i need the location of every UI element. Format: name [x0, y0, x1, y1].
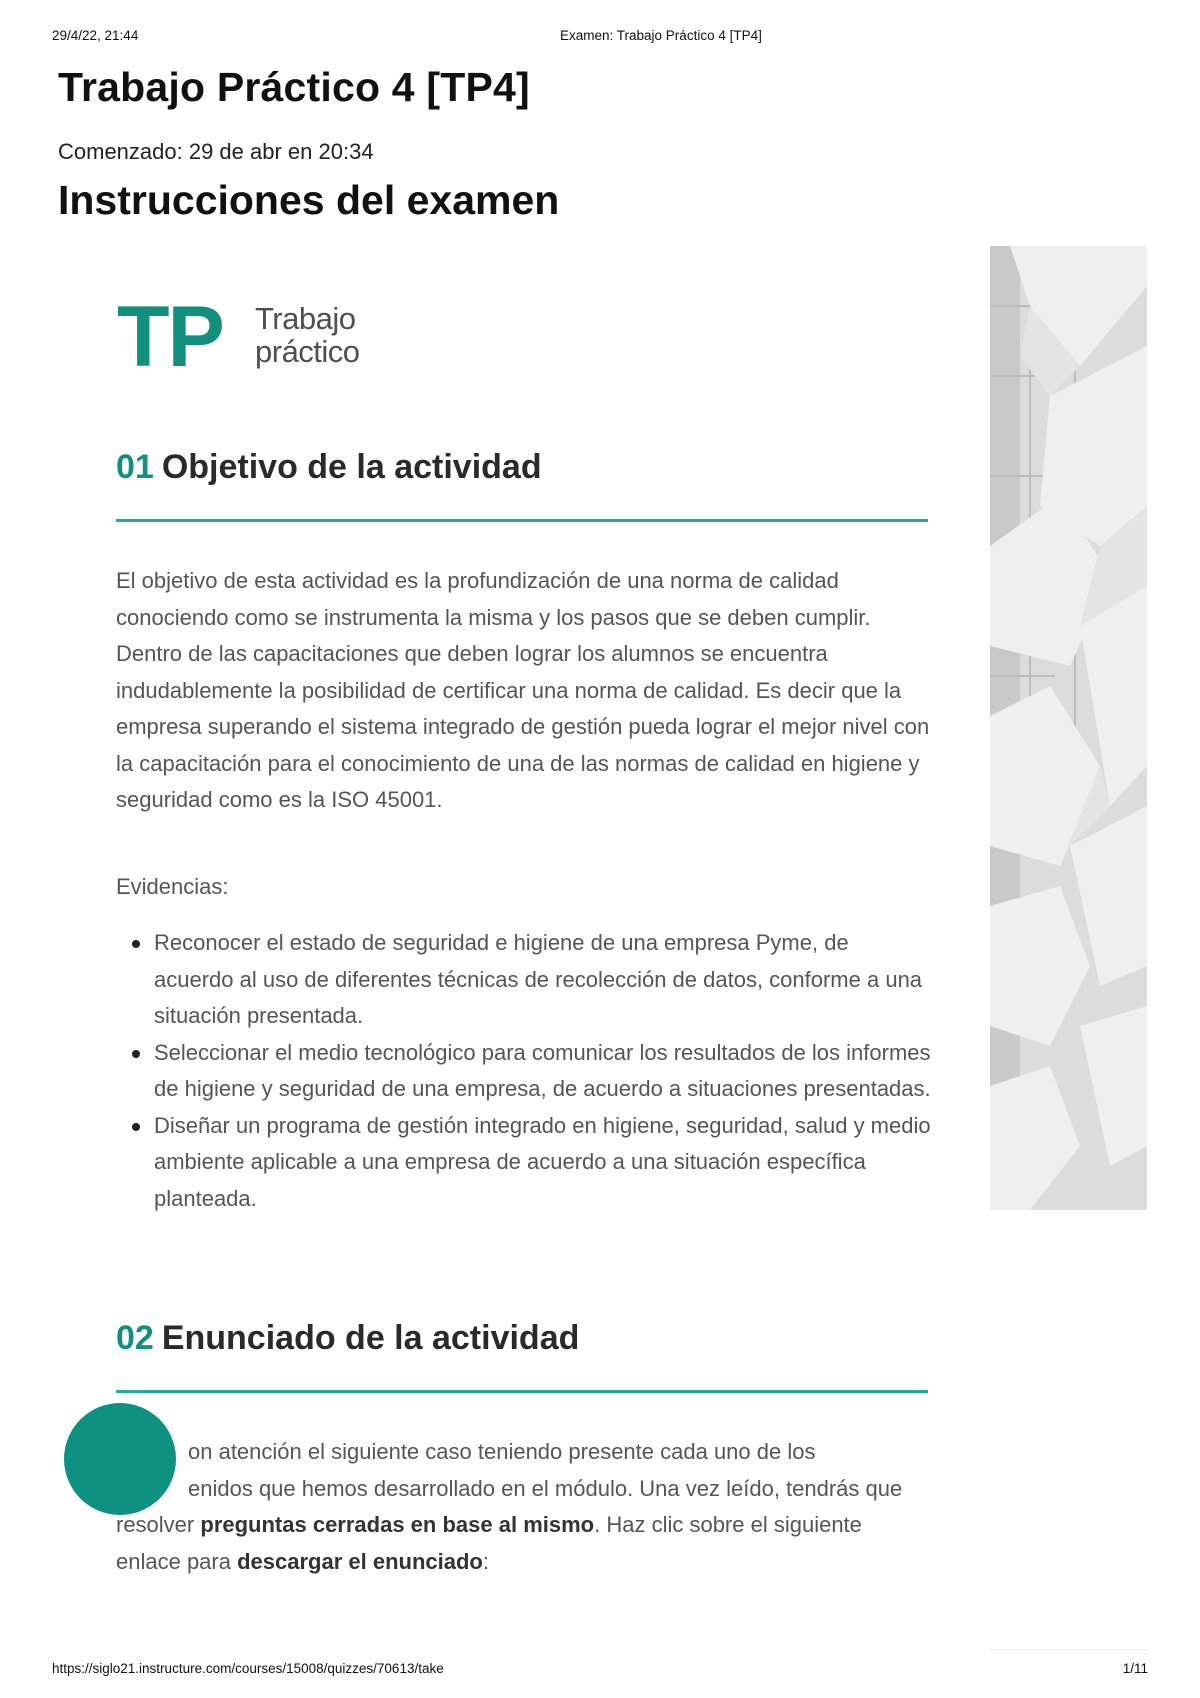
quiz-started-time: Comenzado: 29 de abr en 20:34 [58, 139, 374, 164]
statement-text-3: . Haz clic sobre el siguiente enlace para [116, 1512, 862, 1574]
section-02-heading [116, 1319, 579, 1358]
list-item: Reconocer el estado de seguridad e higiene de una empresa Pyme, de acuerdo al uso de diferentes técnicas de recolección de datos, conforme a una situación presentada. [154, 925, 932, 1035]
tp-logo-word-1: Trabajo [255, 301, 356, 336]
evidence-list [154, 925, 932, 1217]
statement-text-4: : [482, 1548, 489, 1574]
section-02-divider [116, 1390, 928, 1393]
list-item: Diseñar un programa de gestión integrado en higiene, seguridad, salud y medio ambiente aplicable a una empresa de acuerdo a una situación específica planteada. [154, 1108, 932, 1218]
list-item: Seleccionar el medio tecnológico para comunicar los resultados de los informes de higiene y seguridad de una empresa, de acuerdo a situaciones presentadas. [154, 1035, 932, 1108]
tp-logo-letters: TP [117, 289, 223, 385]
print-datetime: 29/4/22, 21:44 [52, 28, 139, 43]
section-02-number: 02 [116, 1319, 154, 1357]
instructions-heading: Instrucciones del examen [58, 177, 560, 223]
statement-bold-download: descargar el enunciado [237, 1548, 483, 1574]
footer-divider [990, 1649, 1147, 1650]
print-footer [52, 1661, 1148, 1681]
statement-bold-closed-questions: preguntas cerradas en base al mismo [200, 1512, 595, 1537]
tp-logo-word-2: práctico [255, 334, 360, 369]
statement-text-2: enidos que hemos desarrollado en el módulo. Una vez leído, tendrás que resolver [116, 1475, 903, 1537]
objective-paragraph: El objetivo de esta actividad es la profundización de una norma de calidad conociendo como se instrumenta la misma y los pasos que se deben cumplir. Dentro de las capacitaciones que deben lograr los alumnos se encuentra indudablemente la posibilidad de certificar una norma de calidad. Es decir que la empresa superando el sistema integrado de gestión pueda lograr el mejor nivel con la capacitación para el conocimiento de una de las normas de calidad en higiene y seguridad como es la ISO 45001. [116, 568, 930, 812]
section-01-number: 01 [116, 448, 154, 486]
statement-paragraph [116, 1434, 931, 1580]
evidence-label: Evidencias: [116, 874, 229, 899]
section-01-heading [116, 448, 542, 487]
quiz-title: Trabajo Práctico 4 [TP4] [58, 64, 530, 110]
print-page-number: 1/11 [1122, 1661, 1148, 1676]
section-01-divider [116, 519, 928, 522]
print-url: https://siglo21.instructure.com/courses/15008/quizzes/70613/take [52, 1661, 444, 1676]
print-page-title: Examen: Trabajo Práctico 4 [TP4] [560, 28, 762, 43]
section-02-title: Enunciado de la actividad [161, 1319, 580, 1357]
print-header [52, 28, 1148, 48]
tp-logo-words [255, 302, 360, 368]
floating-action-circle[interactable] [64, 1403, 176, 1515]
section-01-title: Objetivo de la actividad [161, 448, 542, 486]
decorative-architecture-image [990, 246, 1147, 1210]
statement-text-1: on atención el siguiente caso teniendo presente cada uno de los [188, 1439, 816, 1464]
